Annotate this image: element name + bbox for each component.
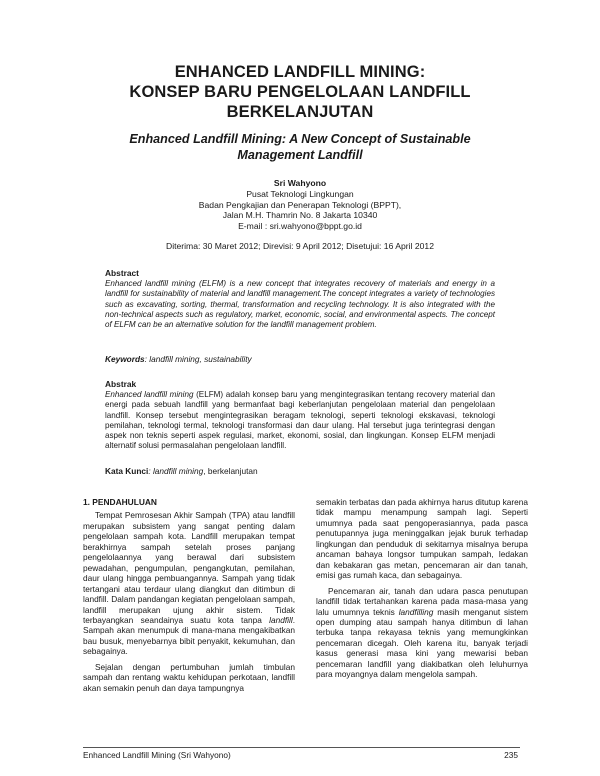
title-line: Enhanced Landfill Mining: A New Concept of Sustainable — [129, 132, 471, 146]
abstrak-lead: Enhanced landfill mining — [105, 390, 194, 399]
kata-kunci-rest: , berkelanjutan — [203, 466, 258, 476]
paper-title-english — [60, 131, 540, 163]
page-number: 235 — [504, 750, 518, 760]
title-line: Management Landfill — [237, 148, 363, 162]
abstrak-text — [105, 390, 495, 452]
paper-title-indonesian — [60, 62, 540, 122]
abstract-lead: Enhanced landfill mining — [105, 279, 196, 288]
body-paragraph — [316, 586, 528, 680]
abstract-body: (ELFM) is a new concept that integrates recovery of materials and energy in a landfill for sustainability of material and landfill management.The concept integrates a variety of technologies such as excavating, sorting, thermal, transformation and recycling technology. It is also integrated with the non-technical aspects such as regulatory, market, economic, social, and environmental aspects. The concept of ELFM can be an alternative solution for the landfill management problem. — [105, 279, 495, 330]
submission-dates: Diterima: 30 Maret 2012; Direvisi: 9 April 2012; Disetujui: 16 April 2012 — [166, 241, 434, 251]
body-text: Tempat Pemrosesan Akhir Sampah (TPA) atau landfill merupakan subsistem yang sangat penting dalam pengelolaan sampah kota. Landfill merupakan tempat berakhirnya sampah setelah proses panjang pengelolaannya yang berawal dari subsistem pewadahan, pengumpulan, pengangkutan, pemilahan, daur ulang hingga pembuangannya. Sampah yang tidak tertangani atau terdaur ulang diangkut dan ditimbun di landfill. Dalam pandangan kegiatan pengelolaan sampah, landfill merupakan ujung akhir sistem. Tidak terbayangkan seandainya suatu kota tanpa — [83, 510, 295, 625]
affiliation-line: Badan Pengkajian dan Penerapan Teknologi (BPPT), — [198, 199, 402, 210]
body-paragraph: Sejalan dengan pertumbuhan jumlah timbulan sampah dan rentang waktu kehidupan perkotaan, landfill akan semakin penuh dan daya tampungnya — [83, 661, 295, 693]
kata-kunci-line — [105, 466, 258, 476]
title-line: BERKELANJUTAN — [226, 103, 374, 121]
body-text: masih menganut sistem open dumping atau sampah hanya ditimbun di lahan terbuka tanpa rekayasa teknis yang memungkinkan pencemaran dicegah. Oleh karena itu, banyak terjadi kasus generasi masa kini yang mewarisi beban pencemaran landfill yang diakibatkan oleh leluhurnya para moyangnya dalam mengelola sampah. — [316, 606, 529, 680]
kata-kunci-label: Kata Kunci — [105, 466, 149, 476]
author-block — [100, 178, 500, 232]
body-paragraph — [83, 510, 295, 656]
kata-kunci-italic: : landfill mining — [148, 466, 204, 476]
author-email: E-mail : sri.wahyono@bppt.go.id — [238, 221, 362, 232]
abstrak-heading: Abstrak — [105, 379, 137, 389]
body-paragraph: semakin terbatas dan pada akhirnya harus ditutup karena tidak mampu menampung sampah lagi. Seperti umumnya pada saat pengoperasiannya, pada pasca penutupannya juga meninggalkan jejak buruk terhadap lingkungan dan penduduk di sekitarnya misalnya berupa ancaman bahaya longsor tumpukan sampah, ledakan dan kebakaran gas metan, pencemaran air dan tanah, emisi gas rumah kaca, dan sebagainya. — [316, 497, 528, 581]
section-heading-pendahuluan: 1. PENDAHULUAN — [83, 497, 157, 507]
title-line: ENHANCED LANDFILL MINING: — [174, 63, 426, 81]
running-footer: Enhanced Landfill Mining (Sri Wahyono) — [83, 750, 231, 760]
body-text: Pencemaran air, tanah dan udara pasca penutupan landfill tidak tertahankan karena pada masa-masa yang lalu umumnya teknis — [316, 585, 528, 617]
affiliation-line: Jalan M.H. Thamrin No. 8 Jakarta 10340 — [222, 210, 378, 221]
abstract-heading: Abstract — [105, 268, 139, 278]
body-column-right — [316, 497, 528, 680]
keywords-values: : landfill mining, sustainability — [144, 354, 252, 364]
abstract-text — [105, 279, 495, 330]
abstrak-body: (ELFM) adalah konsep baru yang mengintegrasikan tentang recovery material dan energi pada sebuah landfill yang bermanfaat bagi keberlanjutan pengelolaan material dan pengelolaan landfill. Konsep tersebut mengintegrasikan beragam teknologi, seperti teknologi ekskavasi, teknologi pemilahan, teknologi termal, teknologi transformasi dan daur ulang. Hal tersebut juga terintegrasi dengan aspek non teknis seperti aspek regulasi, market, ekonomi, sosial, dan lingkungan. Konsep ELFM menjadi alternatif solusi permasalahan pengelolaan landfill. — [105, 390, 495, 451]
body-column-left — [83, 497, 295, 693]
affiliation-line: Pusat Teknologi Lingkungan — [246, 188, 354, 199]
body-text-italic: landfilling — [398, 606, 434, 617]
keywords-line — [105, 354, 252, 364]
body-text-italic: landfill — [269, 614, 293, 625]
keywords-label: Keywords — [105, 354, 145, 364]
title-line: KONSEP BARU PENGELOLAAN LANDFILL — [129, 83, 471, 101]
body-text: . Sampah akan menumpuk di mana-mana mengakibatkan bau busuk, menyebarnya bibit penyakit, kekumuhan, dan sebagainya. — [83, 614, 295, 657]
author-name: Sri Wahyono — [273, 178, 327, 188]
footer-rule — [83, 747, 520, 748]
